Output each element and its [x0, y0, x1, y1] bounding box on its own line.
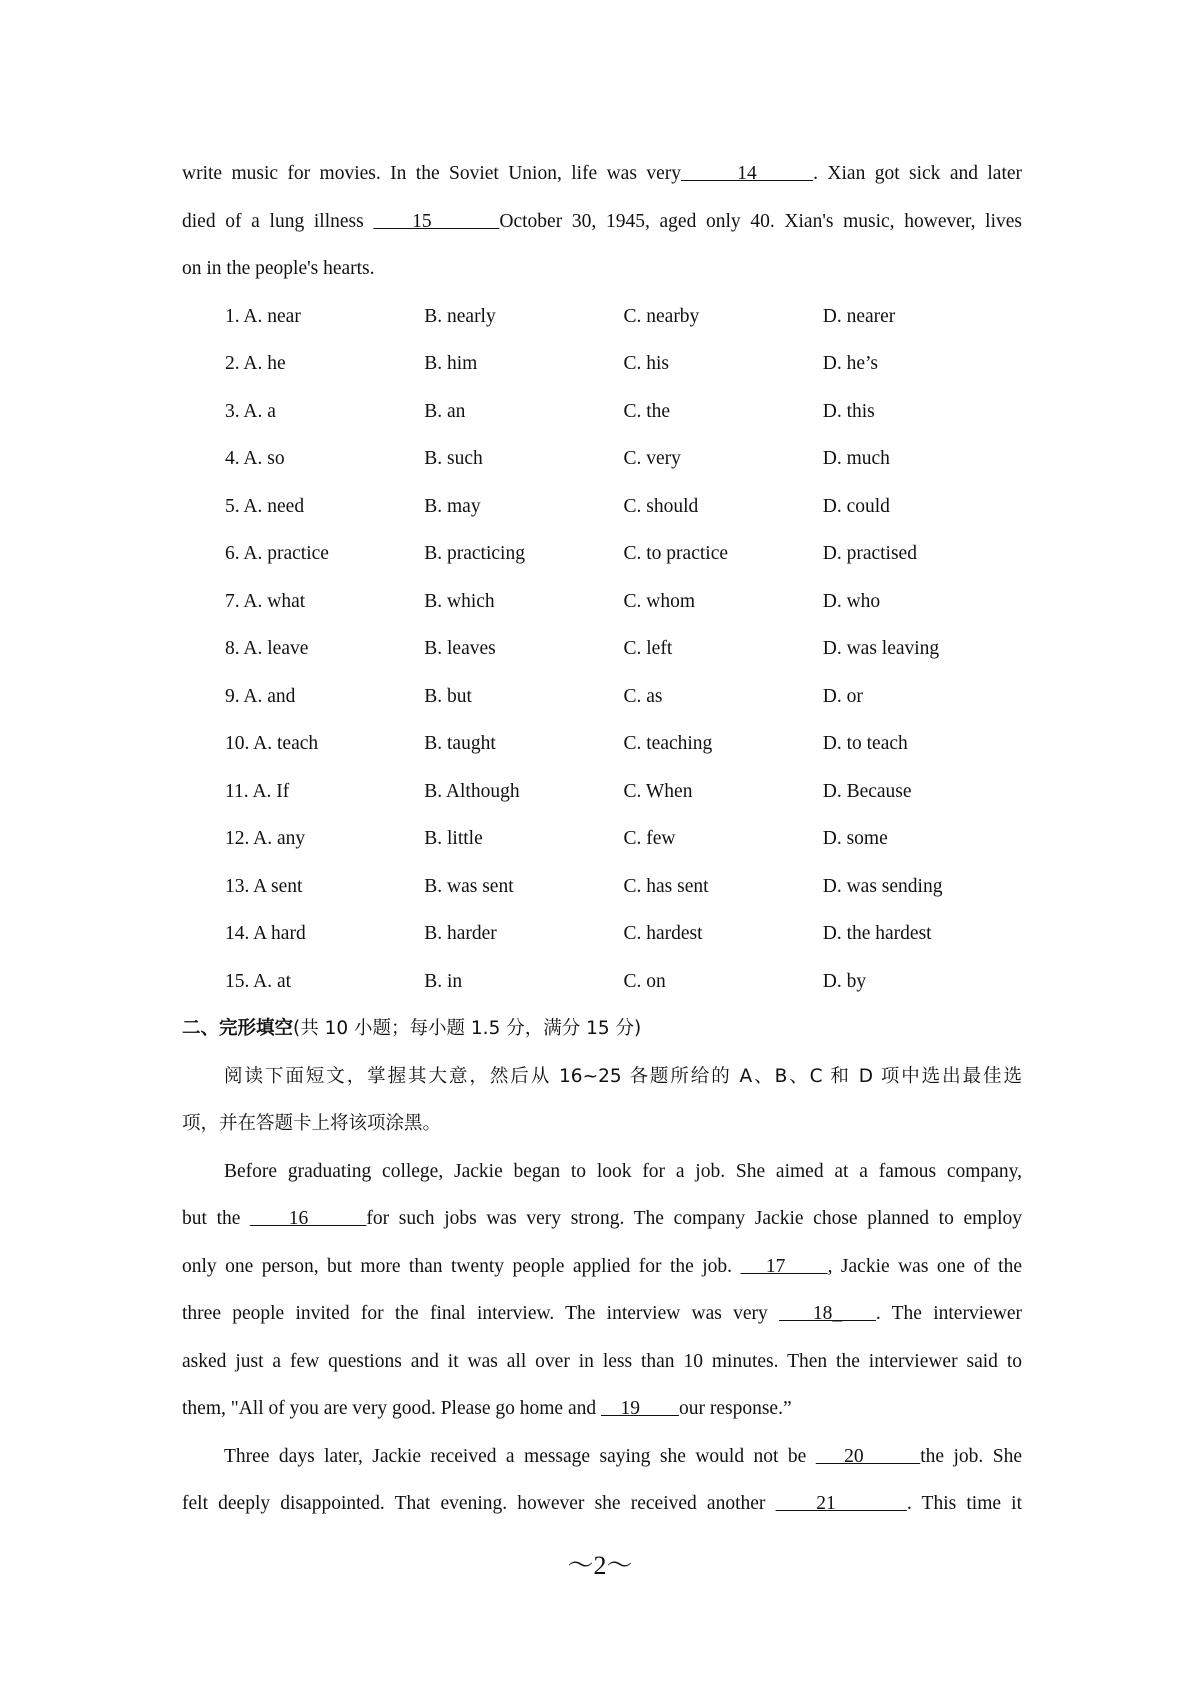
text-segment: the job. She [920, 1445, 1023, 1467]
option-d: D. much [822, 448, 890, 469]
option-c: C. on [623, 970, 666, 992]
text-segment: them, "All of you are very good. Please go home and [182, 1398, 601, 1419]
text-segment: our response.” [678, 1398, 792, 1419]
option-c: C. his [623, 353, 670, 374]
option-a: 15. A. at [225, 970, 292, 992]
option-d: D. was sending [822, 875, 943, 897]
option-b: B. him [424, 353, 478, 374]
option-a: 5. A. need [225, 495, 305, 517]
option-c: C. very [623, 448, 681, 469]
option-a: 1. A. near [225, 305, 301, 327]
passage-line [182, 198, 1022, 246]
option-c: C. has sent [623, 875, 709, 897]
text-segment: three people invited for the final interview. The interview was very [182, 1303, 780, 1324]
blank-17: 17 [740, 1255, 828, 1277]
option-b: B. leaves [424, 638, 496, 659]
blank-19: 19 [600, 1398, 679, 1419]
option-c: C. hardest [623, 923, 703, 944]
option-d: D. the hardest [822, 923, 932, 944]
option-a: 14. A hard [225, 923, 306, 944]
option-b: B. may [424, 495, 481, 517]
option-d: D. Because [822, 780, 912, 802]
passage-line [182, 1195, 1022, 1243]
section-heading [182, 1005, 1022, 1053]
option-d: D. to teach [822, 733, 908, 754]
passage-line [182, 150, 1022, 198]
option-c: C. teaching [623, 733, 713, 754]
option-row-2 [182, 340, 1022, 388]
option-row-7 [182, 578, 1022, 626]
option-b: B. practicing [424, 543, 525, 564]
passage-line: Before graduating college, Jackie began to look for a job. She aimed at a famous company, [224, 1160, 1022, 1182]
instruction-line: 阅读下面短文，掌握其大意，然后从 16~25 各题所给的 A、B、C 和 D 项中选出最佳选 [224, 1065, 1022, 1087]
text-segment: , Jackie was one of the [827, 1255, 1022, 1277]
text-segment: Three days later, Jackie received a message saying she would not be [224, 1445, 816, 1467]
option-b: B. harder [424, 923, 497, 944]
option-row-11 [182, 768, 1022, 816]
passage-line [182, 1243, 1022, 1291]
option-b: B. nearly [424, 305, 496, 327]
option-b: B. an [424, 400, 466, 422]
option-a: 9. A. and [225, 685, 296, 707]
passage-line: asked just a few questions and it was all over in less than 10 minutes. Then the interviewer said to [182, 1350, 1022, 1372]
blank-21: 21 [775, 1493, 907, 1514]
option-d: D. practised [822, 543, 917, 564]
option-row-6 [182, 530, 1022, 578]
text-segment: but the [182, 1208, 251, 1229]
text-segment: . The interviewer [875, 1303, 1022, 1324]
passage-line: on in the people's hearts. [182, 258, 375, 279]
option-c: C. as [623, 685, 663, 707]
option-c: C. When [623, 780, 693, 802]
passage-line [182, 1385, 1022, 1433]
option-b: B. which [424, 590, 495, 612]
text-segment: for such jobs was very strong. The company Jackie chose planned to employ [366, 1208, 1022, 1229]
option-a: 7. A. what [225, 590, 306, 612]
option-d: D. nearer [822, 305, 896, 327]
blank-16: 16 [250, 1208, 367, 1229]
option-d: D. he’s [822, 353, 878, 374]
option-d: D. could [822, 495, 890, 517]
option-row-5 [182, 483, 1022, 531]
option-b: B. little [424, 828, 483, 849]
option-d: D. by [822, 970, 867, 992]
option-d: D. or [822, 685, 863, 707]
option-row-15 [182, 958, 1022, 1006]
section-title: 二、完形填空 [182, 1018, 294, 1039]
text-segment: write music for movies. In the Soviet Union, life was very [182, 163, 681, 184]
option-row-12 [182, 815, 1022, 863]
passage-line [182, 1433, 1022, 1481]
text-segment: . Xian got sick and later [813, 163, 1023, 184]
option-c: C. should [623, 495, 699, 517]
option-c: C. few [623, 828, 676, 849]
text-segment: . This time it [906, 1493, 1023, 1514]
options-list [182, 293, 1022, 1006]
text-segment: died of a lung illness [182, 210, 374, 232]
option-b: B. such [424, 448, 483, 469]
option-a: 3. A. a [225, 400, 276, 422]
option-row-4 [182, 435, 1022, 483]
option-row-3 [182, 388, 1022, 436]
option-a: 8. A. leave [225, 638, 309, 659]
option-c: C. left [623, 638, 673, 659]
option-d: D. this [822, 400, 875, 422]
text-segment: felt deeply disappointed. That evening. however she received another [182, 1493, 776, 1514]
blank-15: 15 [373, 210, 500, 232]
option-d: D. who [822, 590, 881, 612]
instruction-line: 项，并在答题卡上将该项涂黑。 [182, 1113, 442, 1134]
option-row-1 [182, 293, 1022, 341]
blank-14: 14 [680, 163, 814, 184]
page-content [182, 150, 1022, 1528]
text-segment: only one person, but more than twenty people applied for the job. [182, 1255, 741, 1277]
option-row-14 [182, 910, 1022, 958]
option-a: 13. A sent [225, 875, 303, 897]
option-b: B. in [424, 970, 463, 992]
option-b: B. taught [424, 733, 496, 754]
option-b: B. Although [424, 780, 520, 802]
option-row-9 [182, 673, 1022, 721]
option-c: C. to practice [623, 543, 728, 564]
blank-20: 20 [815, 1445, 921, 1467]
option-b: B. but [424, 685, 472, 707]
option-row-10 [182, 720, 1022, 768]
blank-18: 18_ [779, 1303, 876, 1324]
option-d: D. some [822, 828, 888, 849]
option-d: D. was leaving [822, 638, 940, 659]
option-a: 4. A. so [225, 448, 285, 469]
passage-line [182, 1290, 1022, 1338]
option-a: 6. A. practice [225, 543, 329, 564]
option-b: B. was sent [424, 875, 514, 897]
page-number: ～2～ [567, 1551, 633, 1580]
option-a: 12. A. any [225, 828, 306, 849]
option-a: 11. A. If [225, 780, 290, 802]
section-scoring: (共 10 小题；每小题 1.5 分，满分 15 分) [293, 1018, 642, 1039]
option-row-13 [182, 863, 1022, 911]
option-c: C. whom [623, 590, 696, 612]
option-row-8 [182, 625, 1022, 673]
passage-line [182, 1480, 1022, 1528]
option-a: 2. A. he [225, 353, 286, 374]
option-c: C. the [623, 400, 671, 422]
option-a: 10. A. teach [225, 733, 319, 754]
option-c: C. nearby [623, 305, 700, 327]
text-segment: October 30, 1945, aged only 40. Xian's music, however, lives [499, 210, 1022, 232]
